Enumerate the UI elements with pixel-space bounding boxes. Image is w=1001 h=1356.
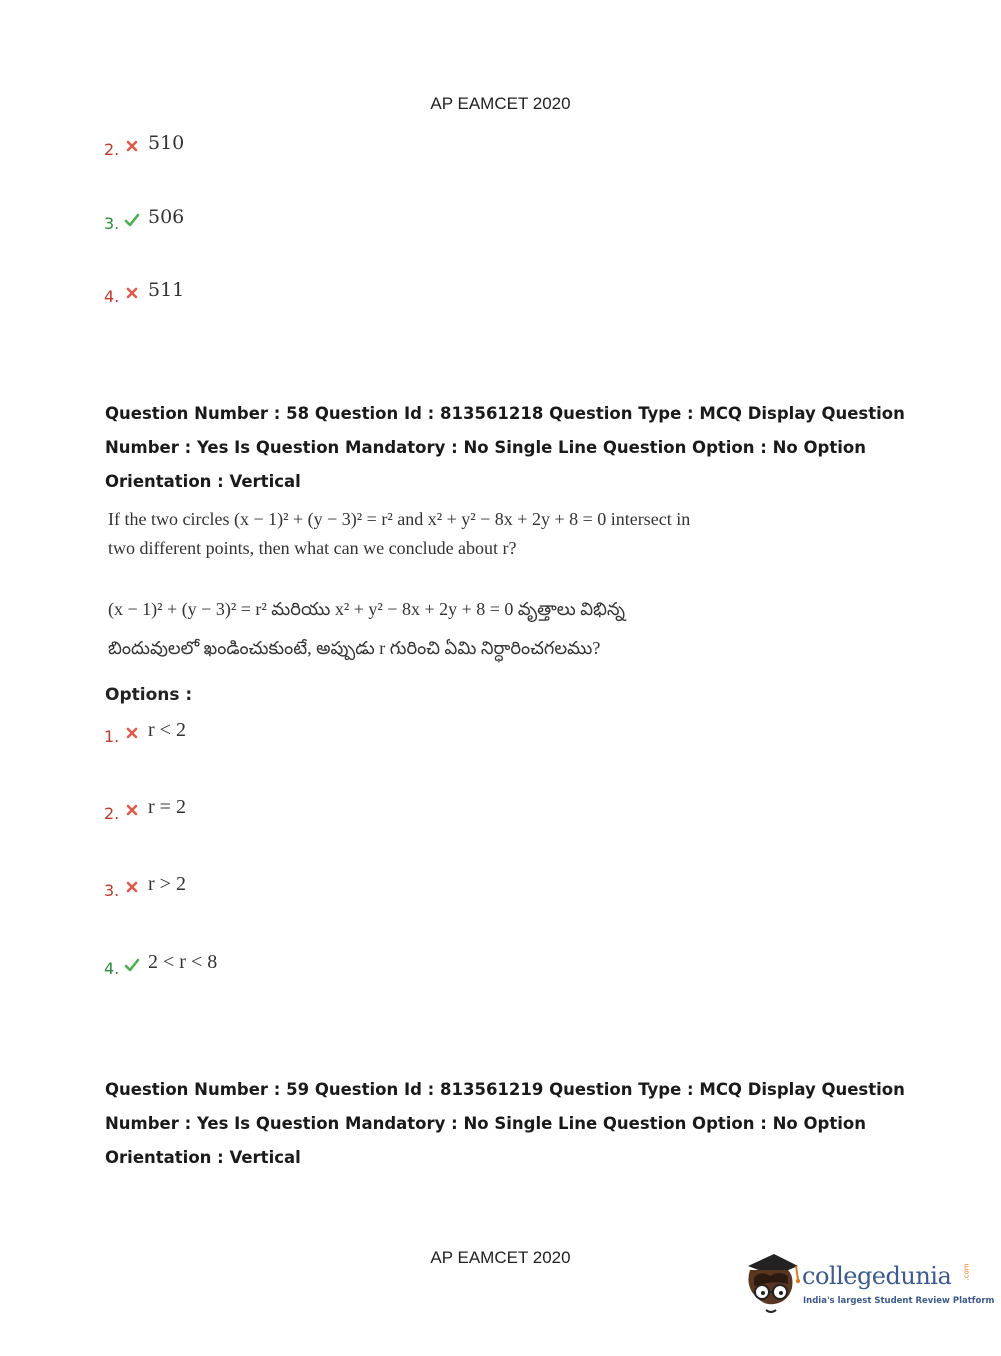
option-number: 4. xyxy=(104,287,120,306)
option-number: 2. xyxy=(104,804,120,823)
logo-tagline: India's largest Student Review Platform xyxy=(803,1296,995,1306)
question-text-english xyxy=(108,505,808,563)
option-value: r > 2 xyxy=(148,873,186,895)
meta-line: Question Number : 58 Question Id : 813561218 Question Type : MCQ Display Question xyxy=(105,404,905,423)
meta-line: Orientation : Vertical xyxy=(105,472,301,491)
collegedunia-logo[interactable] xyxy=(740,1246,995,1316)
page-header: AP EAMCET 2020 xyxy=(430,94,571,113)
option-value: 511 xyxy=(148,279,185,301)
logo-suffix: .com xyxy=(962,1263,971,1281)
option-value: 2 < r < 8 xyxy=(148,951,218,973)
question-59-meta xyxy=(105,1073,905,1175)
question-line: If the two circles (x − 1)² + (y − 3)² = r² and x² + y² − 8x + 2y + 8 = 0 intersect in xyxy=(108,509,691,529)
option-value: r < 2 xyxy=(148,719,186,741)
question-line: బిందువులలో ఖండించుకుంటే, అప్పుడు r గురించి ఏమి నిర్ధారించగలము? xyxy=(108,638,601,658)
mascot-icon xyxy=(740,1248,802,1316)
cross-icon xyxy=(124,802,140,818)
cross-icon xyxy=(124,725,140,741)
option-value: 506 xyxy=(148,206,185,228)
logo-name: collegedunia xyxy=(802,1262,952,1290)
options-label: Options : xyxy=(105,685,193,705)
meta-line: Number : Yes Is Question Mandatory : No Single Line Question Option : No Option xyxy=(105,1114,866,1133)
option-number: 1. xyxy=(104,727,120,746)
option-number: 2. xyxy=(104,140,120,159)
cross-icon xyxy=(124,879,140,895)
question-58-meta xyxy=(105,397,905,499)
cross-icon xyxy=(124,138,140,154)
check-icon xyxy=(124,957,140,973)
question-line: two different points, then what can we conclude about r? xyxy=(108,538,517,558)
option-value: 510 xyxy=(148,132,185,154)
question-text-telugu xyxy=(108,590,808,668)
check-icon xyxy=(124,212,140,228)
meta-line: Question Number : 59 Question Id : 813561219 Question Type : MCQ Display Question xyxy=(105,1080,905,1099)
page-footer: AP EAMCET 2020 xyxy=(430,1248,571,1267)
option-number: 4. xyxy=(104,959,120,978)
meta-line: Number : Yes Is Question Mandatory : No Single Line Question Option : No Option xyxy=(105,438,866,457)
meta-line: Orientation : Vertical xyxy=(105,1148,301,1167)
option-number: 3. xyxy=(104,214,120,233)
option-number: 3. xyxy=(104,881,120,900)
option-value: r = 2 xyxy=(148,796,186,818)
question-line: (x − 1)² + (y − 3)² = r² మరియు x² + y² − 8x + 2y + 8 = 0 వృత్తాలు విభిన్న xyxy=(108,599,625,619)
cross-icon xyxy=(124,285,140,301)
